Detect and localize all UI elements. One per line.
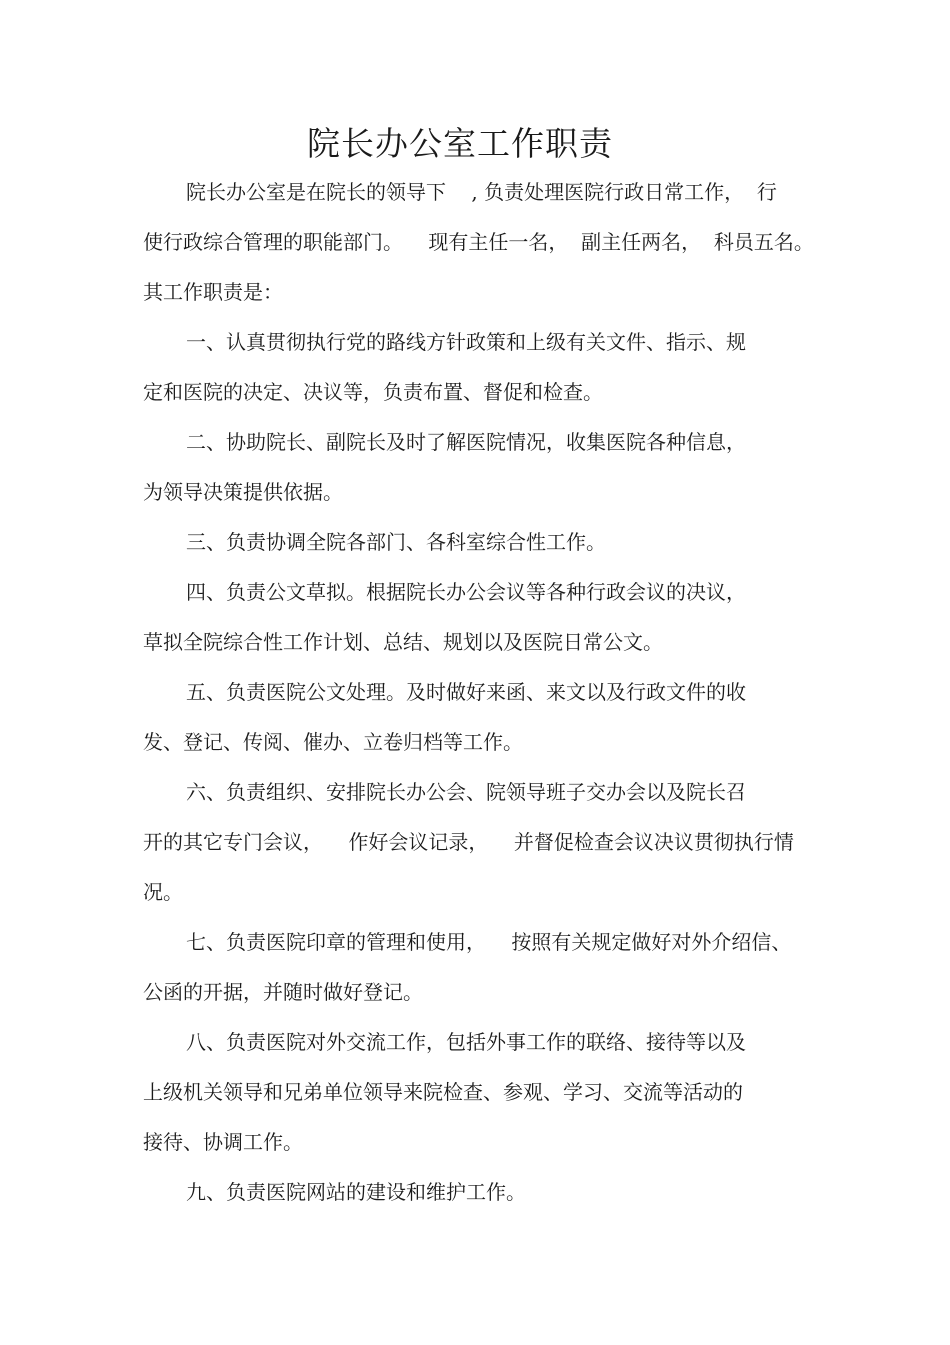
duty-5-line-1: 五、负责医院公文处理。及时做好来函、来文以及行政文件的收 — [186, 680, 746, 704]
duty-4-line-2: 草拟全院综合性工作计划、总结、规划以及医院日常公文。 — [143, 630, 663, 654]
duty-2-line-2: 为领导决策提供依据。 — [143, 480, 343, 504]
intro-line-3: 其工作职责是： — [143, 280, 283, 304]
duty-6-line-1: 六、负责组织、安排院长办公会、院领导班子交办会以及院长召 — [186, 780, 746, 804]
duty-7-line-2: 公函的开据，并随时做好登记。 — [143, 980, 423, 1004]
duty-6-line-2: 开的其它专门会议， 作好会议记录， 并督促检查会议决议贯彻执行情 — [143, 830, 794, 854]
duty-4-line-1: 四、负责公文草拟。根据院长办公会议等各种行政会议的决议， — [186, 580, 746, 604]
duty-1-line-2: 定和医院的决定、决议等，负责布置、督促和检查。 — [143, 380, 603, 404]
duty-5-line-2: 发、登记、传阅、催办、立卷归档等工作。 — [143, 730, 523, 754]
intro-line-2: 使行政综合管理的职能部门。 现有主任一名， 副主任两名， 科员五名。 — [143, 230, 814, 254]
duty-6-line-3: 况。 — [143, 880, 183, 904]
duty-2-line-1: 二、协助院长、副院长及时了解医院情况，收集医院各种信息， — [186, 430, 746, 454]
duty-3-line-1: 三、负责协调全院各部门、各科室综合性工作。 — [186, 530, 606, 554]
duty-9-line-1: 九、负责医院网站的建设和维护工作。 — [186, 1180, 526, 1204]
duty-7-line-1: 七、负责医院印章的管理和使用， 按照有关规定做好对外介绍信、 — [186, 930, 792, 954]
duty-1-line-1: 一、认真贯彻执行党的路线方针政策和上级有关文件、指示、规 — [186, 330, 746, 354]
duty-8-line-3: 接待、协调工作。 — [143, 1130, 303, 1154]
intro-line-1: 院长办公室是在院长的领导下 , 负责处理医院行政日常工作， 行 — [186, 180, 777, 204]
document-title: 院长办公室工作职责 — [307, 124, 613, 163]
duty-8-line-1: 八、负责医院对外交流工作，包括外事工作的联络、接待等以及 — [186, 1030, 746, 1054]
duty-8-line-2: 上级机关领导和兄弟单位领导来院检查、参观、学习、交流等活动的 — [143, 1080, 743, 1104]
